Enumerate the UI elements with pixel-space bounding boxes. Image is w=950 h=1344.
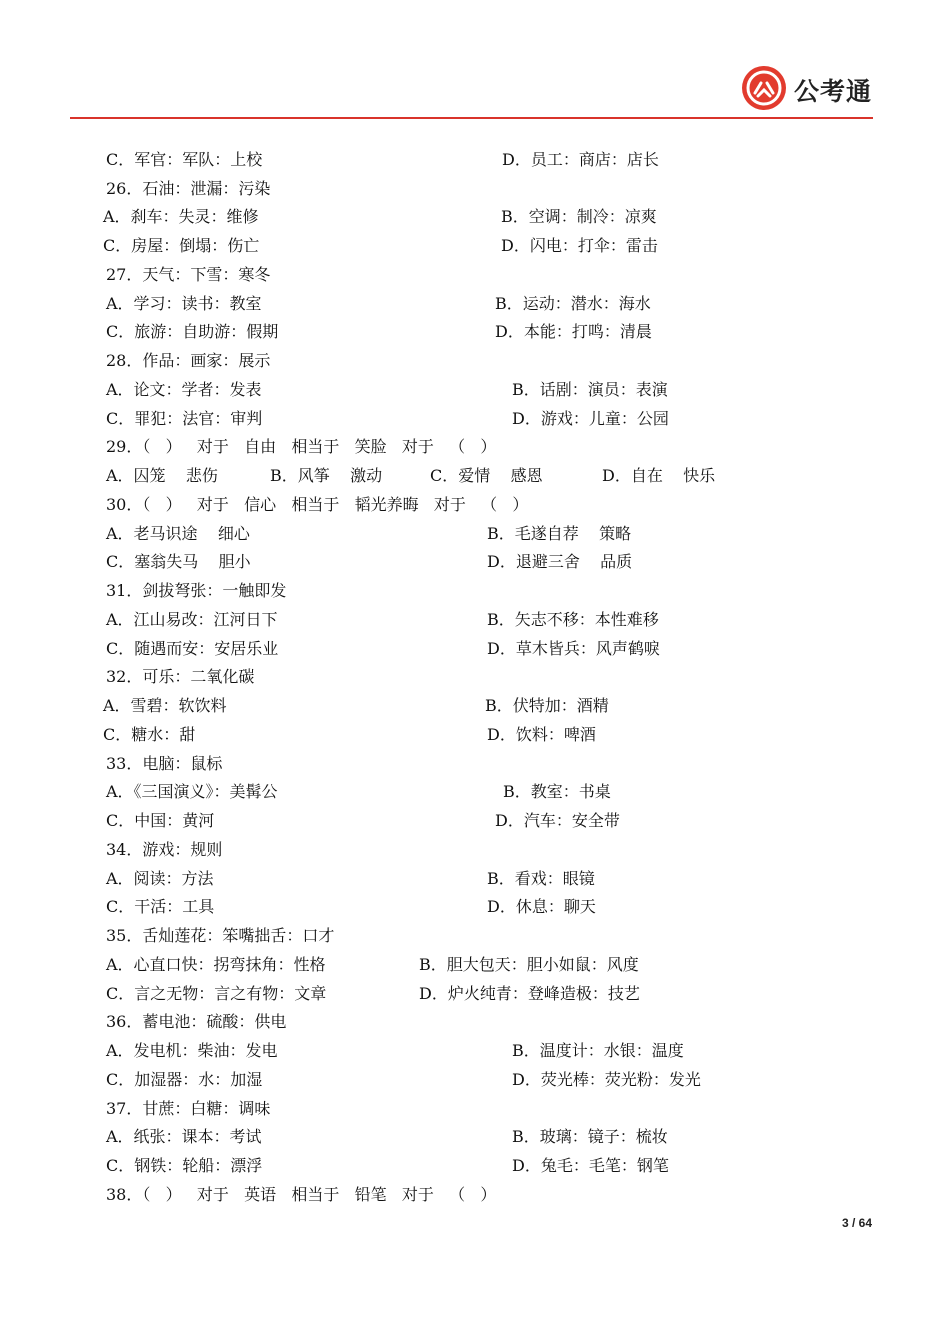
- text-line: D．自在 快乐: [602, 466, 716, 485]
- text-line: 38．（ ） 对于 英语 相当于 铅笔 对于 （ ）: [106, 1185, 497, 1204]
- brand-logo: [742, 66, 882, 112]
- text-line: D．休息：聊天: [487, 897, 596, 916]
- text-line: C．随遇而安：安居乐业: [106, 639, 279, 658]
- text-line: A．学习：读书：教室: [106, 294, 262, 313]
- text-line: C．加湿器：水：加湿: [106, 1070, 263, 1089]
- text-line: 29．（ ） 对于 自由 相当于 笑脸 对于 （ ）: [106, 437, 497, 456]
- text-line: D．草木皆兵：风声鹤唳: [487, 639, 660, 658]
- text-line: A．阅读：方法: [106, 869, 214, 888]
- text-line: B．看戏：眼镜: [487, 869, 595, 888]
- text-line: 31．剑拔弩张：一触即发: [106, 581, 287, 600]
- text-line: C．糖水：甜: [103, 725, 196, 744]
- text-line: B．胆大包天：胆小如鼠：风度: [419, 955, 639, 974]
- text-line: D．汽车：安全带: [495, 811, 620, 830]
- text-line: A．《三国演义》：美髯公: [106, 782, 278, 801]
- text-line: C．中国：黄河: [106, 811, 215, 830]
- text-line: B．运动：潜水：海水: [495, 294, 651, 313]
- logo-badge-icon: [742, 66, 786, 110]
- text-line: 26．石油：泄漏：污染: [106, 179, 271, 198]
- text-line: B．话剧：演员：表演: [512, 380, 668, 399]
- text-line: D．饮料：啤酒: [487, 725, 596, 744]
- text-line: C．言之无物：言之有物：文章: [106, 984, 327, 1003]
- text-line: C．旅游：自助游：假期: [106, 322, 279, 341]
- text-line: 35．舌灿莲花：笨嘴拙舌：口才: [106, 926, 335, 945]
- text-line: 32．可乐：二氧化碳: [106, 667, 255, 686]
- text-line: D．兔毛：毛笔：钢笔: [512, 1156, 669, 1175]
- text-line: A．刹车：失灵：维修: [103, 207, 259, 226]
- text-line: A．发电机：柴油：发电: [106, 1041, 278, 1060]
- text-line: D．炉火纯青：登峰造极：技艺: [419, 984, 640, 1003]
- text-line: 28．作品：画家：展示: [106, 351, 271, 370]
- text-line: B．伏特加：酒精: [485, 696, 609, 715]
- text-line: B．矢志不移：本性难移: [487, 610, 659, 629]
- text-line: B．玻璃：镜子：梳妆: [512, 1127, 668, 1146]
- text-line: D．本能：打鸣：清晨: [495, 322, 652, 341]
- text-line: 34．游戏：规则: [106, 840, 223, 859]
- text-line: A．老马识途 细心: [106, 524, 250, 543]
- text-line: A．江山易改：江河日下: [106, 610, 278, 629]
- text-line: A．雪碧：软饮料: [103, 696, 227, 715]
- text-line: 27．天气：下雪：寒冬: [106, 265, 271, 284]
- text-line: B．毛遂自荐 策略: [487, 524, 632, 543]
- text-line: A．心直口快：拐弯抹角：性格: [106, 955, 326, 974]
- text-line: D．荧光棒：荧光粉：发光: [512, 1070, 701, 1089]
- text-line: A．纸张：课本：考试: [106, 1127, 262, 1146]
- text-line: C．干活：工具: [106, 897, 215, 916]
- text-line: A．论文：学者：发表: [106, 380, 262, 399]
- header-divider: [70, 117, 873, 119]
- text-line: C．塞翁失马 胆小: [106, 552, 251, 571]
- text-line: 36．蓄电池：硫酸：供电: [106, 1012, 287, 1031]
- text-line: A．囚笼 悲伤: [106, 466, 218, 485]
- page-number: 3 / 64: [842, 1216, 873, 1230]
- text-line: C．罪犯：法官：审判: [106, 409, 263, 428]
- text-line: C．爱情 感恩: [430, 466, 543, 485]
- text-line: 30．（ ） 对于 信心 相当于 韬光养晦 对于 （ ）: [106, 495, 529, 514]
- text-line: B．温度计：水银：温度: [512, 1041, 684, 1060]
- text-line: B．空调：制冷：凉爽: [501, 207, 657, 226]
- text-line: B．风筝 激动: [270, 466, 383, 485]
- text-line: D．游戏：儿童：公园: [512, 409, 669, 428]
- text-line: 33．电脑：鼠标: [106, 754, 223, 773]
- text-line: C．钢铁：轮船：漂浮: [106, 1156, 263, 1175]
- text-line: C．房屋：倒塌：伤亡: [103, 236, 260, 255]
- text-line: 37．甘蔗：白糖：调味: [106, 1099, 271, 1118]
- brand-name: 公考通: [794, 77, 873, 106]
- text-line: D．员工：商店：店长: [502, 150, 659, 169]
- text-line: B．教室：书桌: [503, 782, 611, 801]
- text-line: D．闪电：打伞：雷击: [501, 236, 658, 255]
- text-line: D．退避三舍 品质: [487, 552, 633, 571]
- text-line: C．军官：军队：上校: [106, 150, 263, 169]
